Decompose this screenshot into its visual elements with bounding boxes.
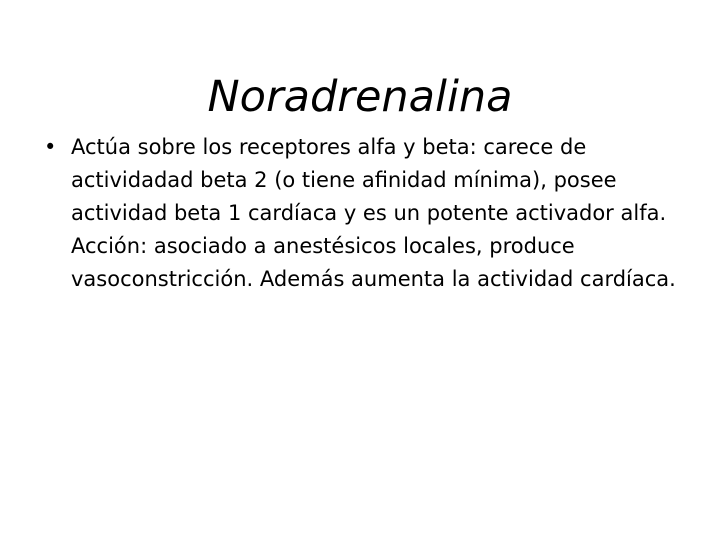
bullet-text: [71, 131, 684, 296]
slide-title: Noradrenalina: [207, 71, 513, 122]
bullet-item: [44, 131, 684, 296]
bullet-paragraph: Acción: asociado a anestésicos locales, produce vasoconstricción. Además aumenta la actividad cardíaca.: [71, 234, 676, 291]
bullet-marker: •: [44, 135, 57, 159]
slide-body: [44, 131, 684, 296]
bullet-paragraph: Actúa sobre los receptores alfa y beta: carece de actividadad beta 2 (o tiene afinidad mínima), posee actividad beta 1 cardíaca y es un potente activador alfa.: [71, 135, 667, 225]
